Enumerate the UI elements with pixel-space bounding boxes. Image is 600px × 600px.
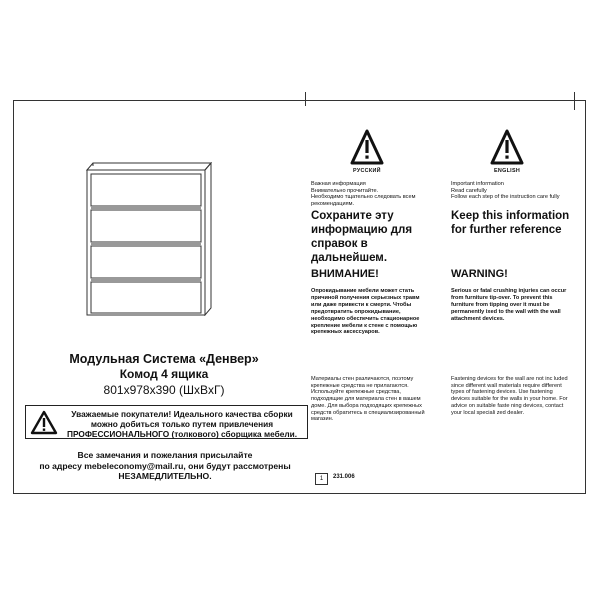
drawer-3 [91, 246, 201, 278]
product-title-block [20, 352, 308, 398]
assembly-notice [25, 405, 308, 439]
english-intro-line: Important information [451, 181, 504, 187]
russian-intro [311, 181, 439, 208]
document-code: 231.006 [333, 474, 355, 480]
english-intro-line: Read carefully [451, 187, 487, 194]
english-intro-line: Follow each step of the instruction care fully [451, 194, 560, 201]
russian-fastening-text: Материалы стен различаются, поэтому крепежные средства не прилагаются. Используйте крепежные средства, подходящие для материала стен в вашем доме. Для выбора подходящих крепежных средств обратитесь в специализированный магазин. [311, 376, 425, 423]
english-keep-info: Keep this information for further reference [451, 210, 570, 236]
russian-intro-line: Необходимо тщательно следовать всем рекомендациям. [311, 194, 416, 208]
english-warning-title: WARNING! [451, 268, 508, 280]
contact-line-1: Все замечания и пожелания присылайте [77, 450, 253, 460]
russian-intro-line: Внимательно прочитайте. [311, 187, 379, 194]
notice-text: Уважаемые покупатели! Идеального качества сборки можно добиться только путем привлечения ПРОФЕССИОНАЛЬНОГО (толкового) сборщика мебели. [66, 409, 298, 439]
product-dimensions: 801x978x390 (ШxВxГ) [103, 383, 225, 397]
dresser-side [205, 163, 211, 315]
russian-intro-line: Важная информация [311, 181, 366, 187]
dresser-top [87, 163, 211, 170]
drawer-4 [91, 282, 201, 313]
warning-triangle-icon [349, 128, 385, 168]
drawer-2 [91, 210, 201, 242]
russian-warning-text: Опрокидывание мебели может стать причиной получения серьезных травм или даже привести к смерти. Чтобы предотвратить опрокидывание, необходимо обеспечить стационарное крепление мебели к стене с помощью крепежных аксессуаров. [311, 288, 420, 336]
fold-mark-right [574, 92, 575, 110]
lang-label-english: ENGLISH [494, 168, 521, 174]
english-intro [451, 181, 576, 201]
fold-mark-center [305, 92, 306, 106]
dresser-drawing [86, 162, 212, 316]
warning-triangle-icon [30, 410, 58, 435]
contact-block [20, 450, 310, 482]
contact-line-3: НЕЗАМЕДЛИТЕЛЬНО. [118, 471, 212, 481]
page-number: 1 [315, 473, 328, 485]
english-warning-text: Serious or fatal crushing injuries can occur from furniture tip-over. To prevent this furniture from tipping over it must be permanently ixed to the wall with the wall attachment devices. [451, 288, 567, 322]
warning-triangle-icon [489, 128, 525, 168]
english-fastening-text: Fastening devices for the wall are not inc luded since different wall materials require different types of fastening devices. Use fastening devices suitable for the walls in your home. For advice on suitable faste ning devices, contact your local speciali zed dealer. [451, 376, 568, 416]
russian-keep-info: Сохраните эту информацию для справок в дальнейшем. [311, 210, 413, 264]
contact-line-2: по адресу mebeleconomy@mail.ru, они будут рассмотрены [39, 460, 291, 471]
product-series: Модульная Система «Денвер» [69, 352, 259, 366]
product-name: Комод 4 ящика [119, 367, 209, 381]
lang-label-russian: РУССКИЙ [353, 168, 381, 174]
russian-warning-title: ВНИМАНИЕ! [311, 268, 379, 280]
drawer-1 [91, 174, 201, 206]
